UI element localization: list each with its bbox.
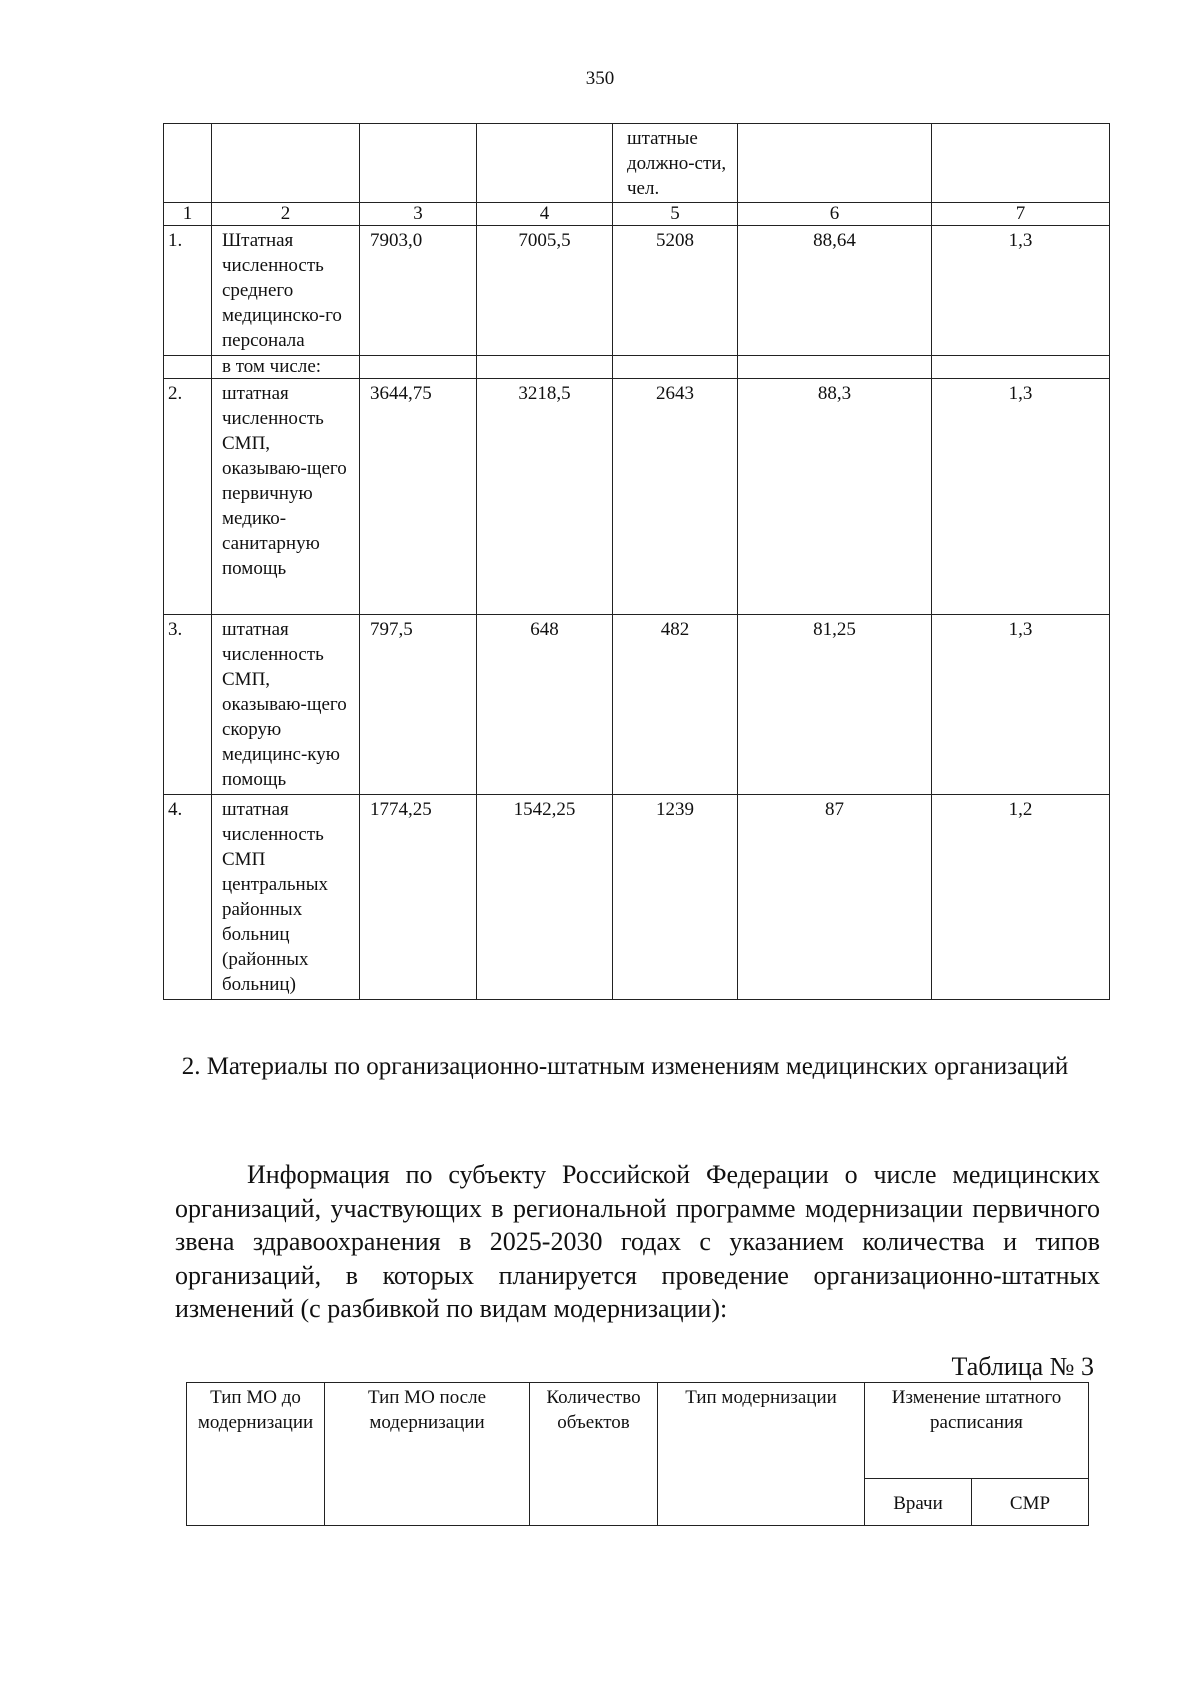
cell-value: 1239 (613, 795, 738, 1000)
row-label: штатная численность СМП центральных районных больниц (районных больниц) (212, 795, 360, 1000)
header-type-after: Тип МО после модернизации (325, 1383, 530, 1526)
table-row (164, 226, 1110, 356)
col-index: 1 (164, 203, 212, 226)
table-header-row (187, 1383, 1089, 1479)
cell-value: 1542,25 (477, 795, 613, 1000)
subheader-row (164, 356, 1110, 379)
cell-value: 2643 (613, 379, 738, 615)
header-mod-type: Тип модернизации (658, 1383, 865, 1526)
table-header-row (164, 124, 1110, 203)
header-count: Количество объектов (530, 1383, 658, 1526)
cell-value: 7903,0 (360, 226, 477, 356)
cell-value: 88,3 (738, 379, 932, 615)
section-heading: 2. Материалы по организационно-штатным изменениям медицинских организаций (181, 1053, 1069, 1080)
subheader-label: в том числе: (212, 356, 360, 379)
cell-value: 1,2 (932, 795, 1110, 1000)
header-type-before: Тип МО до модернизации (187, 1383, 325, 1526)
col-index: 4 (477, 203, 613, 226)
column-index-row (164, 203, 1110, 226)
row-number: 3. (164, 615, 212, 795)
header-col5: штатные должно-сти, чел. (613, 124, 738, 203)
intro-paragraph: Информация по субъекту Российской Федерации о числе медицинских организаций, участвующих в региональной программе модернизации первичного звена здравоохранения в 2025-2030 годах с указанием количества и типов организаций, в которых планируется проведение организационно-штатных изменений (с разбивкой по видам модернизации): (175, 1160, 1100, 1323)
staffing-table (163, 123, 1110, 1000)
header-doctors: Врачи (865, 1479, 972, 1526)
cell-value: 87 (738, 795, 932, 1000)
header-staff-change: Изменение штатного расписания (865, 1383, 1089, 1479)
cell-value: 81,25 (738, 615, 932, 795)
cell-value: 648 (477, 615, 613, 795)
cell-value: 1,3 (932, 379, 1110, 615)
header-nurses: СМР (972, 1479, 1089, 1526)
cell-value: 88,64 (738, 226, 932, 356)
col-index: 5 (613, 203, 738, 226)
col-index: 7 (932, 203, 1110, 226)
table-row (164, 379, 1110, 615)
cell-value: 1,3 (932, 615, 1110, 795)
table-row (164, 795, 1110, 1000)
table-row (164, 615, 1110, 795)
cell-value: 3644,75 (360, 379, 477, 615)
cell-value: 1774,25 (360, 795, 477, 1000)
table-caption: Таблица № 3 (951, 1352, 1094, 1381)
row-label: штатная численность СМП, оказываю-щего скорую медицинс-кую помощь (212, 615, 360, 795)
page-number: 350 (585, 68, 615, 89)
row-number: 2. (164, 379, 212, 615)
cell-value: 5208 (613, 226, 738, 356)
row-number: 1. (164, 226, 212, 356)
row-label: Штатная численность среднего медицинско-го персонала (212, 226, 360, 356)
col-index: 6 (738, 203, 932, 226)
modernization-table (186, 1382, 1089, 1526)
cell-value: 7005,5 (477, 226, 613, 356)
cell-value: 3218,5 (477, 379, 613, 615)
col-index: 2 (212, 203, 360, 226)
cell-value: 1,3 (932, 226, 1110, 356)
row-number: 4. (164, 795, 212, 1000)
row-label: штатная численность СМП, оказываю-щего первичную медико-санитарную помощь (212, 379, 360, 615)
cell-value: 797,5 (360, 615, 477, 795)
col-index: 3 (360, 203, 477, 226)
cell-value: 482 (613, 615, 738, 795)
